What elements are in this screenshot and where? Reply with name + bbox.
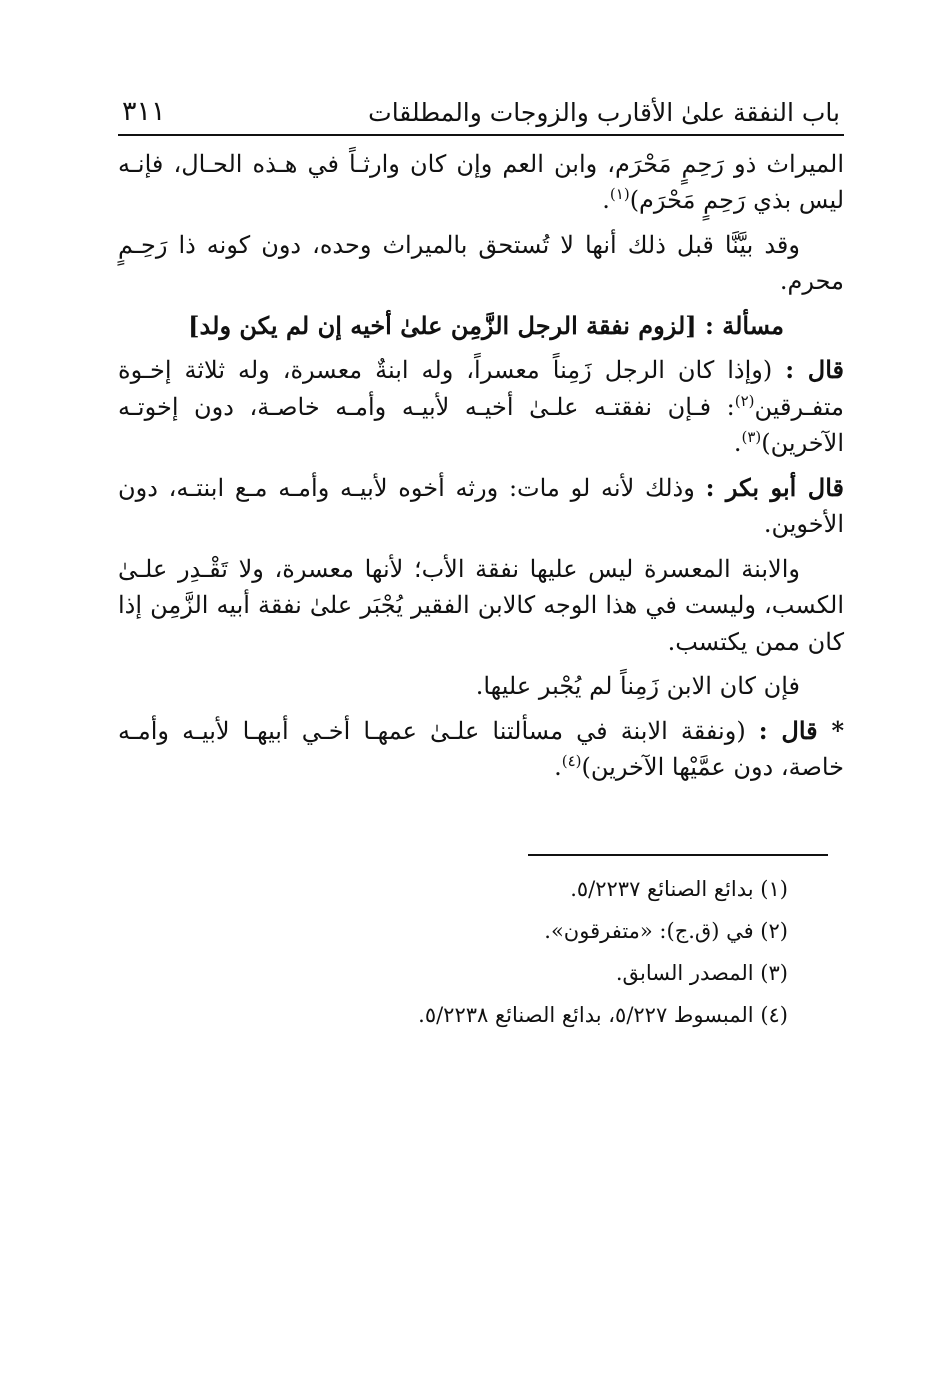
footnote-ref-2: (٢): [734, 391, 755, 410]
footnote-ref-4: (٤): [561, 752, 582, 771]
speaker-label: * قال :: [758, 715, 844, 745]
footnotes: [118, 868, 844, 1036]
chapter-title: باب النفقة علىٰ الأقارب والزوجات والمطلقات: [368, 98, 840, 127]
footnote-2: (٢) في (ق.ج): «متفرقون».: [544, 918, 788, 943]
paragraph-5: والابنة المعسرة ليس عليها نفقة الأب؛ لأنها معسرة، ولا تَقْـدِر علـىٰ الكسب، وليست في هذا الوجه كالابن الفقير يُجْبَر علىٰ نفقة أبيه الزَّمِن إذا كان ممن يكتسب.: [118, 554, 844, 656]
footnote-ref-1: (١): [609, 185, 630, 204]
footnote-4: (٤) المبسوط ٥/٢٢٧، بدائع الصنائع ٥/٢٢٣٨.: [418, 1002, 788, 1027]
paragraph-1: الميراث ذو رَحِمٍ مَحْرَم، وابن العم وإن كان وارثـاً في هـذه الحـال، فإنـه ليس بذي رَحِمٍ مَحْرَم)$^{(١)}$.: [118, 150, 844, 215]
footnote-3: (٣) المصدر السابق.: [615, 960, 788, 985]
running-header: [118, 88, 844, 136]
main-text: [118, 146, 844, 786]
paragraph-3: قال : (وإذا كان الرجل زَمِناً معسراً، وله ابنةٌ معسرة، وله ثلاثة إخـوة متفـرقين$^{(٢)}$: فـإن نفقتـه علـىٰ أخيـه لأبيـه وأمـه خاصـة، دون إخوتـه الآخرين)$^{(٣)}$.: [118, 355, 844, 458]
speaker-label: قال أبو بكر :: [705, 472, 844, 502]
paragraph-6: فإن كان الابن زَمِناً لم يُجْبر عليها.: [475, 672, 800, 701]
speaker-label: قال :: [785, 355, 844, 385]
book-page: [118, 88, 844, 1338]
paragraph-7: * قال : (ونفقة الابنة في مسألتنا علـىٰ عمهـا أخـي أبيهـا لأبيـه وأمـه خاصة، دون عمَّيْها الآخرين)$^{(٤)}$.: [118, 715, 844, 782]
page-number: ٣١١: [122, 95, 166, 127]
paragraph-2: وقد بيَّنَّا قبل ذلك أنها لا تُستحق بالميراث وحده، دون كونه ذا رَحِـمٍ محرم.: [118, 230, 844, 296]
footnote-separator: [118, 794, 844, 856]
footnote-1: (١) بدائع الصنائع ٥/٢٢٣٧.: [570, 876, 788, 901]
section-heading: مسألة : [لزوم نفقة الرجل الزَّمِن علىٰ أخيه إن لم يكن ولد]: [188, 310, 784, 340]
footnote-ref-3: (٣): [741, 428, 762, 447]
paragraph-4: قال أبو بكر : وذلك لأنه لو مات: ورثه أخوه لأبيـه وأمـه مـع ابنتـه، دون الأخوين.: [118, 472, 844, 539]
